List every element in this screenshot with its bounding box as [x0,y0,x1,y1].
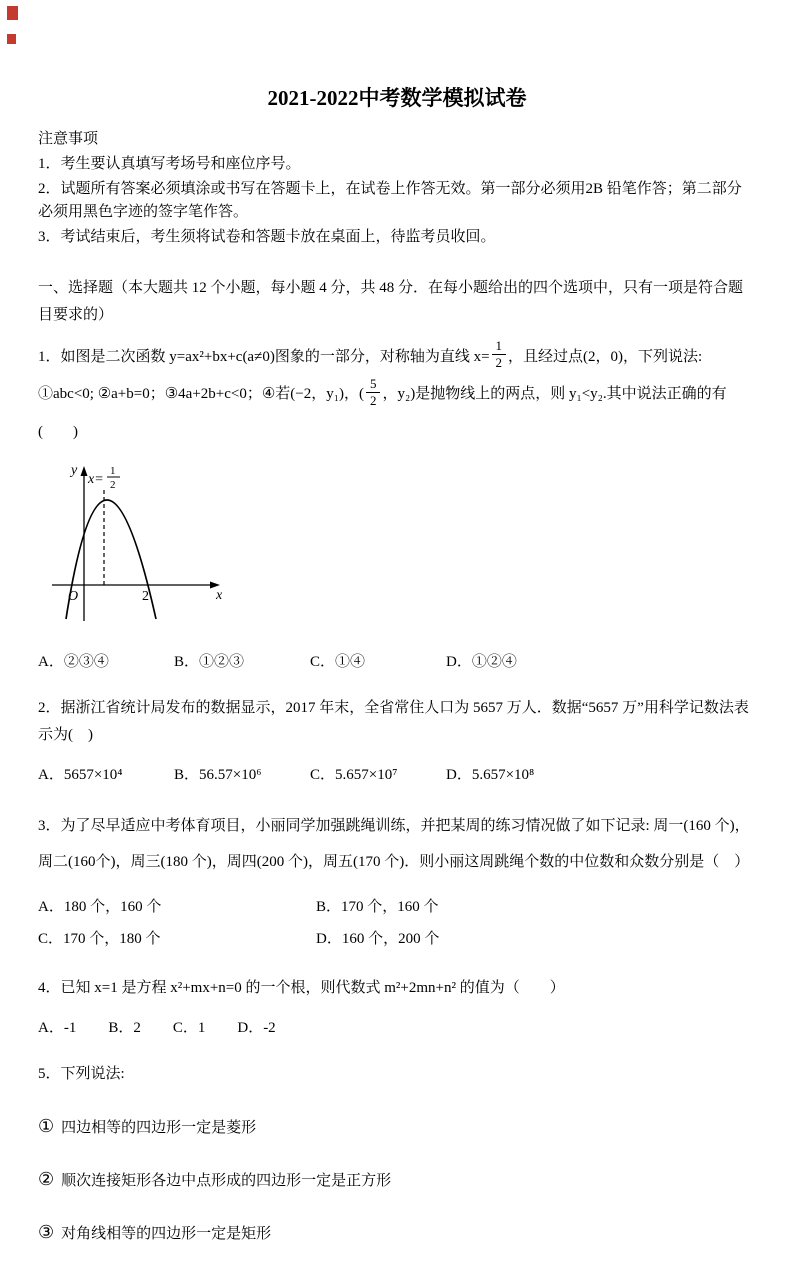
q1-option-a: A．②③④ [38,654,109,670]
q3-option-d: D．160 个，200 个 [316,930,440,947]
q2-option-b: B．56.57×10⁶ [174,767,262,783]
q1-option-c: C．①④ [310,654,366,670]
symmetry-label-prefix: x= [88,472,104,487]
fraction-denominator: 2 [495,355,503,370]
q1-text-part-c: ，y₂)是抛物线上的两点，则 y₁<y₂.其中说法正确的有( ) [38,386,727,440]
q3-option-c: C．170 个，180 个 [38,930,161,947]
symmetry-label-frac-num: 1 [110,465,116,477]
q4-option-b: B．2 [108,1020,141,1036]
notes-section [38,128,756,249]
fraction-denominator: 2 [369,392,377,408]
q1-option-b: B．①②③ [174,654,245,670]
fraction-five-halves [366,377,381,407]
q3-options-grid [38,892,756,955]
y-axis-label: y [71,463,78,478]
fraction-numerator: 1 [492,339,507,355]
circled-number-1: ① [38,1116,55,1136]
note-item-1: 1．考生要认真填写考场号和座位序号。 [38,155,301,172]
q4-option-d: D．-2 [237,1020,276,1036]
q4-options-row [38,1016,756,1037]
q5-statement-2 [38,1165,756,1194]
circled-number-3: ③ [38,1221,55,1242]
q5-statement-3 [38,1218,756,1247]
note-item-2: 2．试题所有答案必须填涂或书写在答题卡上，在试卷上作答无效。第一部分必须用2B 铅笔作答；第二部分必须用黑色字迹的签字笔作答。 [38,181,742,220]
origin-label: O [68,589,79,604]
red-stamp-mark [7,6,18,20]
section-1-heading: 一、选择题（本大题共 12 个小题，每小题 4 分，共 48 分．在每小题给出的四个选项中，只有一项是符合题目要求的） [38,279,744,323]
y-axis-arrow-icon [81,466,88,476]
q1-options-row [38,650,756,671]
question-4-text: 4．已知 x=1 是方程 x²+mx+n=0 的一个根，则代数式 m²+2mn+n² 的值为（ ） [38,980,565,996]
q5-statement-1 [38,1112,756,1141]
question-2-text: 2．据浙江省统计局发布的数据显示，2017 年末，全省常住人口为 5657 万人．数据“5657 万”用科学记数法表示为( ) [38,700,749,743]
question-3-text: 3．为了尽早适应中考体育项目，小丽同学加强跳绳训练，并把某周的练习情况做了如下记录: 周一(160 个)，周二(160个)，周三(180 个)，周四(200 个)，周五(170 个)．则小丽这周跳绳个数的中位数和众数分别是（ ） [38,818,750,870]
q5-statement-1-text: 四边相等的四边形一定是菱形 [61,1120,257,1136]
q4-option-c: C．1 [172,1020,206,1036]
q2-option-c: C．5.657×10⁷ [310,767,398,783]
q1-figure [44,461,756,636]
q5-statement-3-text: 对角线相等的四边形一定是矩形 [61,1225,272,1242]
page-title: 2021-2022中考数学模拟试卷 [267,86,527,110]
x-intercept-label: 2 [142,589,149,604]
notes-heading: 注意事项 [38,131,99,147]
note-item-3: 3．考试结束后，考生须将试卷和答题卡放在桌面上，待监考员收回。 [38,229,496,245]
question-1-text [38,339,756,452]
question-5-text: 5．下列说法: [38,1066,125,1082]
q2-option-a: A．5657×10⁴ [38,767,123,783]
q5-statement-2-text: 顺次连接矩形各边中点形成的四边形一定是正方形 [61,1172,392,1189]
fraction-numerator: 5 [366,377,381,393]
x-axis-label: x [216,588,223,603]
q1-option-d: D．①②④ [446,654,517,670]
symmetry-label-frac-den: 2 [110,479,116,491]
q2-option-d: D．5.657×10⁸ [446,767,535,783]
q1-text-part-a: 1．如图是二次函数 y=ax²+bx+c(a≠0)图象的一部分，对称轴为直线 x= [38,348,490,365]
parabola-graph [44,461,234,631]
q1-text-part-b: ，且经过点(2，0)，下列说法: ①abc<0; ②a+b=0；③4a+2b+c<0；④若(−2，y₁)，( [38,348,703,402]
red-stamp-mark-small [7,34,16,44]
circled-number-2: ② [38,1168,55,1189]
fraction-one-half [492,339,507,369]
q2-options-row [38,763,756,784]
q3-option-b: B．170 个，160 个 [316,899,439,915]
q4-option-a: A．-1 [38,1020,77,1036]
q3-option-a: A．180 个，160 个 [38,899,162,915]
